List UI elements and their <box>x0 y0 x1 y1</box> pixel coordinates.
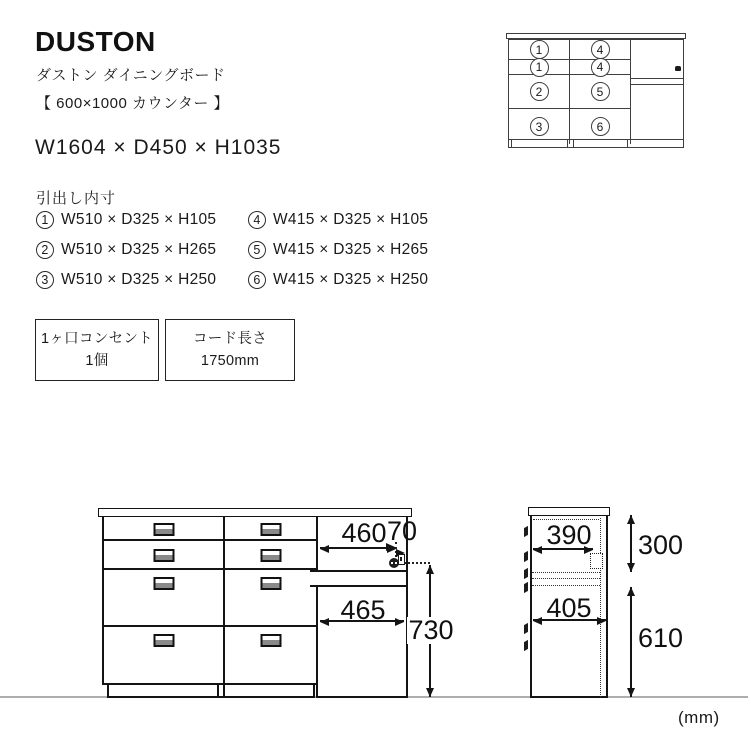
mini-drawer-row <box>509 60 631 75</box>
drawer-spec-row <box>36 241 428 259</box>
dim-label-70: 70 <box>386 516 418 546</box>
drawer-layout-diagram <box>508 33 684 148</box>
mini-right-section <box>631 40 683 141</box>
foot-mark <box>567 140 568 147</box>
circled-number: 4 <box>248 211 266 229</box>
mini-base-strip <box>509 139 683 147</box>
drawer-number-badge: 4 <box>591 58 610 77</box>
dim-line-465 <box>320 620 404 622</box>
drawer-number-badge: 4 <box>591 40 610 59</box>
drawer-spec-row <box>36 211 428 229</box>
product-subtitle: ダストン ダイニングボード <box>36 67 226 84</box>
dim-label-300: 300 <box>638 530 684 560</box>
handle-profile-mark <box>524 568 528 579</box>
drawer-number-badge: 2 <box>530 82 549 101</box>
drawer-number-badge: 5 <box>591 82 610 101</box>
drawer-spec-item <box>248 241 428 259</box>
arrowhead <box>426 688 434 697</box>
cord-length-value: 1750mm <box>200 353 260 369</box>
dim-label-610: 610 <box>638 623 684 653</box>
countertop <box>98 508 412 517</box>
arrowhead <box>320 618 329 626</box>
counter-dotted-line <box>532 585 600 586</box>
drawer-front <box>225 627 316 683</box>
mini-drawer-cell <box>509 40 570 59</box>
foot-mark <box>511 140 512 147</box>
arrowhead <box>597 617 606 625</box>
arrowhead <box>627 587 635 596</box>
mini-drawer-row <box>509 40 631 60</box>
counter-band <box>310 570 406 587</box>
side-elevation-drawing <box>520 505 695 700</box>
drawer-handle-icon <box>260 634 281 647</box>
drawer-spec-item <box>248 211 428 229</box>
dim-line-390 <box>533 548 593 550</box>
drawer-row <box>104 570 316 627</box>
kick-divider <box>223 685 225 696</box>
drawer-dimensions: W510 × D325 × H105 <box>61 211 217 228</box>
kick-divider <box>217 685 219 696</box>
cord-length-box <box>165 319 295 381</box>
handle-profile-mark <box>524 582 528 593</box>
arrowhead <box>627 515 635 524</box>
drawer-front <box>225 570 316 625</box>
mini-drawer-cell <box>570 75 631 108</box>
leader-dotted <box>404 562 430 564</box>
handle-profile-mark <box>524 526 528 537</box>
mini-drawer-cell <box>509 60 570 74</box>
mini-cabinet-body <box>508 39 684 148</box>
arrowhead <box>395 618 404 626</box>
drawer-number-badge: 1 <box>530 40 549 59</box>
foot-mark <box>573 140 574 147</box>
circled-number: 6 <box>248 271 266 289</box>
mini-drawer-cell <box>509 75 570 108</box>
drawer-front <box>104 541 225 568</box>
outlet-feature-box <box>35 319 159 381</box>
drawer-handle-icon <box>260 523 281 536</box>
drawer-front <box>104 570 225 625</box>
drawer-front <box>104 627 225 683</box>
drawer-spec-item <box>248 271 428 289</box>
product-title: DUSTON <box>35 26 156 57</box>
drawer-number-badge: 6 <box>591 117 610 136</box>
drawer-dimensions: W415 × D325 × H250 <box>273 271 429 288</box>
mini-drawer-cell <box>570 40 631 59</box>
arrowhead <box>627 688 635 697</box>
drawer-spec-item <box>36 241 248 259</box>
dim-line-405 <box>533 619 606 621</box>
counter-dotted-line <box>532 572 600 573</box>
dim-label-390: 390 <box>546 520 592 550</box>
unit-note: (mm) <box>678 708 720 727</box>
back-panel-dotted <box>600 518 601 697</box>
arrowhead <box>533 617 542 625</box>
outlet-feature-label: 1ヶ口コンセント <box>41 330 153 347</box>
outlet-feature-count: 1個 <box>85 353 109 369</box>
circled-number: 2 <box>36 241 54 259</box>
drawer-handle-icon <box>153 549 174 562</box>
drawer-front <box>225 517 316 539</box>
drawer-dimensions: W415 × D325 × H105 <box>273 211 429 228</box>
overall-dimensions: W1604 × D450 × H1035 <box>35 136 282 159</box>
outlet-icon <box>675 66 681 71</box>
circled-number: 1 <box>36 211 54 229</box>
drawer-handle-icon <box>153 577 174 590</box>
front-elevation-drawing <box>98 505 454 700</box>
arrowhead <box>627 563 635 572</box>
drawer-spec-item <box>36 211 248 229</box>
mini-drawer-grid <box>509 40 631 141</box>
mini-drawer-cell <box>570 60 631 74</box>
arrowhead <box>386 543 395 551</box>
drawer-dimensions: W510 × D325 × H265 <box>61 241 217 258</box>
dim-line-300 <box>630 515 632 572</box>
drawer-front <box>225 541 316 568</box>
product-variant: 【 600×1000 カウンター 】 <box>36 95 230 112</box>
arrowhead <box>426 565 434 574</box>
drawer-spec-row <box>36 271 428 289</box>
arrowhead <box>320 545 329 553</box>
drawer-handle-icon <box>260 549 281 562</box>
drawer-dimensions: W415 × D325 × H265 <box>273 241 429 258</box>
drawer-number-badge: 1 <box>530 58 549 77</box>
drawer-row <box>104 541 316 570</box>
drawer-handle-icon <box>153 523 174 536</box>
cord-length-label: コード長さ <box>193 330 267 347</box>
handle-profile-mark <box>524 640 528 651</box>
drawer-spec-item <box>36 271 248 289</box>
arrowhead <box>533 546 542 554</box>
drawer-handle-icon <box>153 634 174 647</box>
dim-line-610 <box>630 587 632 697</box>
handle-profile-mark <box>524 551 528 562</box>
drawer-block <box>102 517 316 685</box>
dim-label-460: 460 <box>341 518 387 548</box>
handle-profile-mark <box>524 623 528 634</box>
foot-mark <box>627 140 628 147</box>
counter-dotted-line <box>532 578 600 579</box>
circled-number: 5 <box>248 241 266 259</box>
dim-label-730: 730 <box>408 615 454 645</box>
countertop-side <box>528 507 610 516</box>
drawer-number-badge: 3 <box>530 117 549 136</box>
drawer-row <box>104 517 316 541</box>
mini-counter-band <box>631 78 683 85</box>
dim-line-460 <box>320 547 396 549</box>
dim-label-465: 465 <box>340 595 386 625</box>
drawer-front <box>104 517 225 539</box>
drawer-dimensions: W510 × D325 × H250 <box>61 271 217 288</box>
kickboard <box>107 685 315 698</box>
drawer-handle-icon <box>260 577 281 590</box>
mini-drawer-row <box>509 75 631 109</box>
dim-label-405: 405 <box>546 593 592 623</box>
drawer-spec-heading: 引出し内寸 <box>36 190 117 207</box>
outlet-dotted-box <box>590 553 603 569</box>
drawer-row <box>104 627 316 685</box>
circled-number: 3 <box>36 271 54 289</box>
